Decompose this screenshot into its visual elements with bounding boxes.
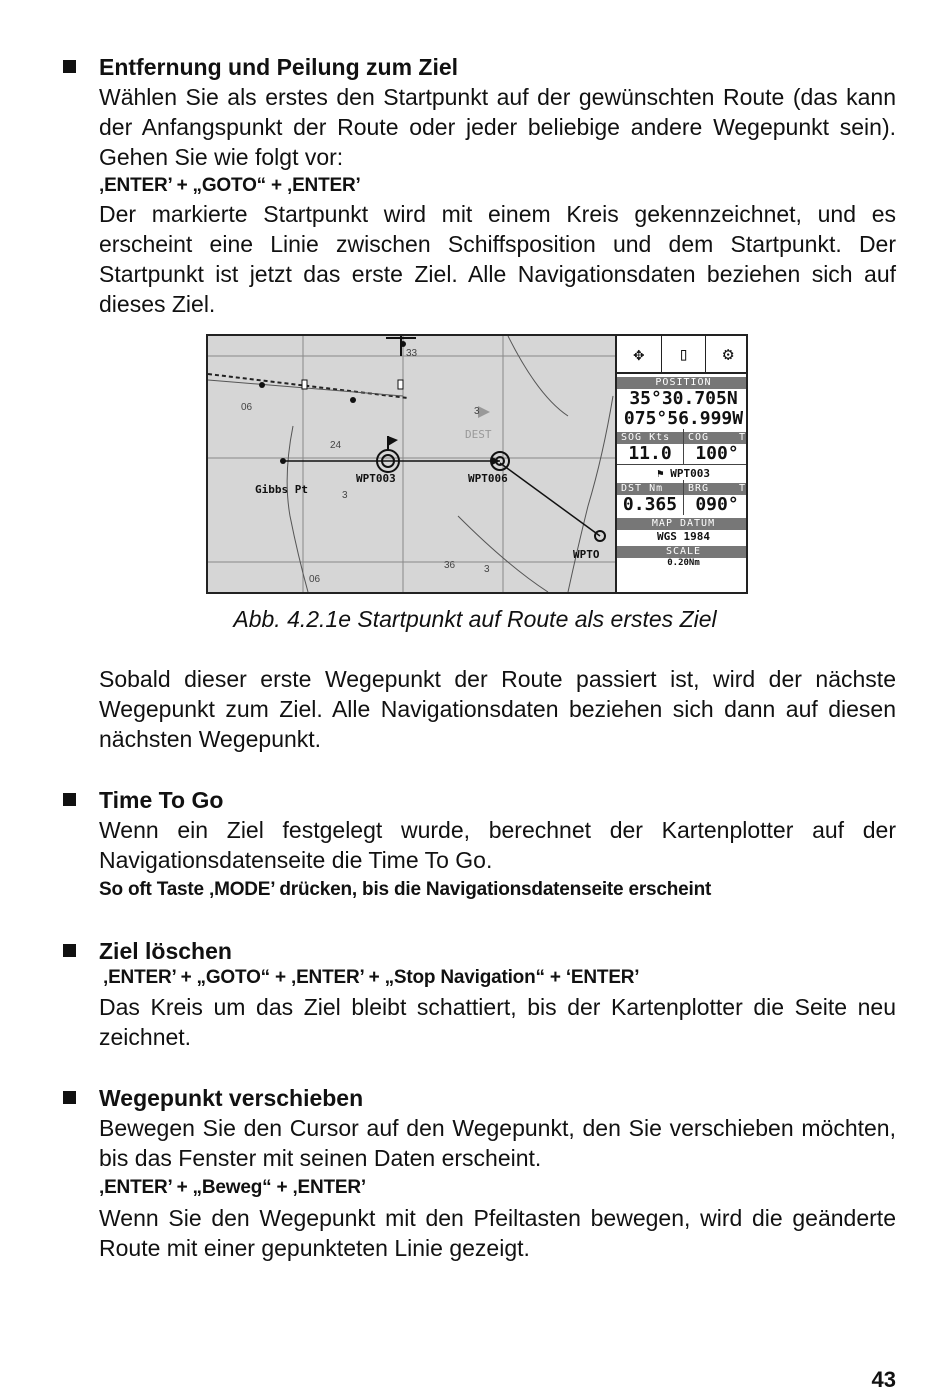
- figure-caption: Abb. 4.2.1e Startpunkt auf Route als erstes Ziel: [233, 606, 717, 632]
- navigation-data-panel: [615, 336, 748, 592]
- position-label: POSITION: [617, 377, 748, 389]
- depth-label: 06: [241, 402, 253, 413]
- section-heading: Wegepunkt verschieben: [99, 1085, 364, 1111]
- dest-label: DEST: [465, 428, 492, 441]
- map-label-gibbs: Gibbs Pt: [255, 483, 308, 496]
- depth-label: 24: [330, 440, 342, 451]
- longitude-value: 075°56.999W: [623, 408, 744, 429]
- cog-unit: T: [738, 432, 746, 443]
- scale-value: 0.20Nm: [667, 558, 700, 568]
- cog-value: 100°: [695, 443, 739, 464]
- map-label-wpt006: WPT006: [468, 472, 508, 485]
- brg-value: 090°: [695, 494, 739, 515]
- key-command: ‚ENTER’ + „GOTO“ + ‚ENTER’ + „Stop Navigation“ + ‘ENTER’: [103, 967, 640, 988]
- depth-label: 36: [444, 560, 456, 571]
- nautical-chart-map: [208, 336, 615, 592]
- paragraph: Wenn Sie den Wegepunkt mit den Pfeiltasten bewegen, wird die geänderte Route mit einer gepunkteten Linie gezeigt.: [99, 1205, 896, 1261]
- key-command: ‚ENTER’ + „GOTO“ + ‚ENTER’: [99, 175, 361, 196]
- paragraph: Das Kreis um das Ziel bleibt schattiert, bis der Kartenplotter die Seite neu zeichnet.: [99, 994, 896, 1050]
- paragraph: Bewegen Sie den Cursor auf den Wegepunkt, den Sie verschieben möchten, bis das Fenster mit seinen Daten erscheint.: [99, 1115, 896, 1171]
- section-heading: Time To Go: [99, 787, 224, 813]
- sog-label: SOG Kts: [621, 432, 671, 443]
- scale-label: SCALE: [617, 546, 748, 558]
- scroll-icon: ▯: [662, 336, 707, 372]
- target-waypoint: WPT003: [670, 467, 710, 480]
- bullet-icon: [63, 60, 76, 73]
- bullet-icon: [63, 793, 76, 806]
- flag-icon: ⚑: [657, 467, 671, 480]
- paragraph: Wählen Sie als erstes den Startpunkt auf der gewünschten Route (das kann der Anfangspunkt der Route oder jeder beliebige andere Wegepunkt sein). Gehen Sie wie folgt vor:: [99, 84, 896, 170]
- satellite-icon: ⚙: [722, 343, 734, 365]
- map-label-wpt: WPTO: [573, 548, 600, 561]
- brg-unit: T: [738, 483, 746, 494]
- cog-label: COG: [688, 432, 710, 443]
- paragraph: Der markierte Startpunkt wird mit einem Kreis gekennzeichnet, und es erscheint eine Linie zwischen Schiffsposition und dem Startpunkt. Der Startpunkt ist jetzt das erste Ziel. Alle Navigationsdaten beziehen sich auf dieses Ziel.: [99, 201, 896, 317]
- depth-label: 3: [474, 406, 480, 417]
- latitude-value: 35°30.705N: [629, 388, 738, 409]
- map-datum-value: WGS 1984: [657, 530, 710, 543]
- paragraph: Sobald dieser erste Wegepunkt der Route passiert ist, wird der nächste Wegepunkt zum Ziel. Alle Navigationsdaten beziehen sich dann auf diesen nächsten Wegepunkt.: [99, 666, 896, 752]
- section-heading: Ziel löschen: [99, 938, 232, 964]
- depth-label: 3: [342, 490, 348, 501]
- map-label-wpt003: WPT003: [356, 472, 396, 485]
- key-command: ‚ENTER’ + „Beweg“ + ‚ENTER’: [99, 1177, 367, 1198]
- key-command: So oft Taste ‚MODE’ drücken, bis die Navigationsdatenseite erscheint: [99, 879, 712, 900]
- sog-value: 11.0: [628, 443, 672, 464]
- brg-label: BRG: [688, 483, 710, 494]
- map-datum-label: MAP DATUM: [617, 518, 748, 530]
- move-icon: ✥: [617, 336, 662, 372]
- section-heading: Entfernung und Peilung zum Ziel: [99, 54, 459, 80]
- paragraph: Wenn ein Ziel festgelegt wurde, berechnet der Kartenplotter auf der Navigationsdatenseite die Time To Go.: [99, 817, 896, 873]
- bullet-icon: [63, 944, 76, 957]
- depth-label: 33: [406, 348, 418, 359]
- dst-label: DST Nm: [621, 483, 664, 494]
- page-number: 43: [871, 1367, 896, 1392]
- bullet-icon: [63, 1091, 76, 1104]
- depth-label: 06: [309, 574, 321, 585]
- depth-label: 3: [484, 564, 490, 575]
- chart-plotter-screenshot: [206, 334, 748, 594]
- dst-value: 0.365: [622, 494, 678, 515]
